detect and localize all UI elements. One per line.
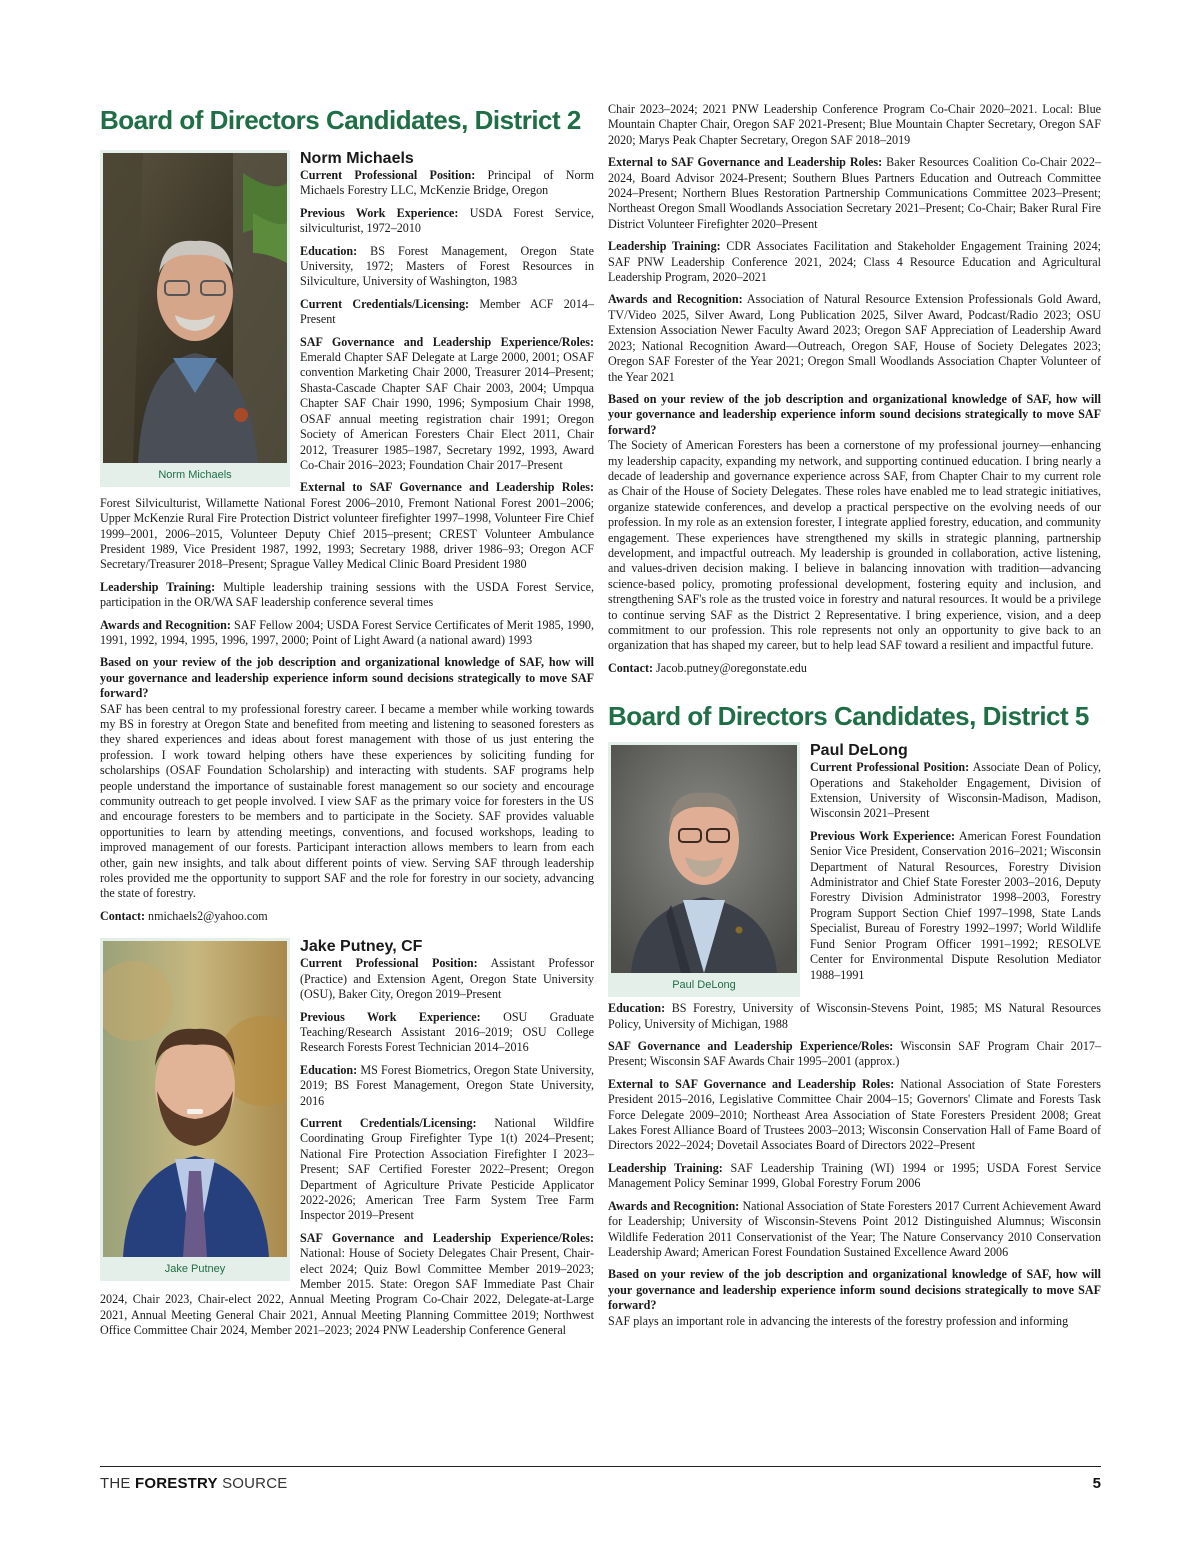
education: Education: BS Forest Management, Oregon State University, 1972; Masters of Forest Resources in Silviculture, University of Washington, 1983 bbox=[300, 243, 594, 289]
external-governance: External to SAF Governance and Leadership Roles: Baker Resources Coalition Co-Chair 2022–2024, Board Advisor 2024-Present; Southern Blues Partners Education and Outreach Committee 2024–Present; Northern Blues Restoration Partnership Communications Committee 2023–Present; Northeast Oregon Small Woodlands Association Secretary 2021–Present; Co-Chair; Baker Rural Fire District Volunteer Firefighter 2020–Present bbox=[608, 155, 1101, 231]
question: Based on your review of the job description and organizational knowledge of SAF, how will your governance and leadership experience inform sound decisions strategically to move SAF forward? bbox=[100, 655, 594, 701]
photo-caption: Jake Putney bbox=[164, 1263, 226, 1276]
credentials: Current Credentials/Licensing: National Wildfire Coordinating Group Firefighter Type 1(t) 2024–Present; National Fire Protection Association Firefighter I 2023–Present; SAF Certified Forester 2022–Present; Oregon Department of Agriculture Private Pesticide Applicator 2022-2026; American Tree Farm System Tree Farm Inspector 2019–Present bbox=[300, 1115, 594, 1223]
external-governance: External to SAF Governance and Leadership Roles: Forest Silviculturist, Willamette National Forest 2006–2010, Fremont National Forest 2001–2006; Upper McKenzie Rural Fire Protection District volunteer firefighter 1997–1998, Volunteer Fire Chief 1999–2001, 2006–2015, Volunteer Deputy Chief 2015–present; CREST Volunteer Ambulance President 1989, Vice President 1987, 1992, 1993; Secretary 1988, driver 1986–93; Oregon ACF Secretary/Treasurer 2018–Present; Sprague Valley Medical Clinic Board President 1980 bbox=[100, 480, 594, 572]
jake-putney-photo bbox=[103, 941, 287, 1257]
paul-delong-photo bbox=[611, 745, 797, 973]
saf-governance: SAF Governance and Leadership Experience/Roles: Emerald Chapter SAF Delegate at Large 2000, 2001; OSAF convention Marketing Chair 2000, Treasurer 2014–Present; Shasta-Cascade Chapter SAF Chair 2003, 2004; Umpqua Chapter SAF Chair 1990, 1996; Symposium Chair 1998, OSAF annual meeting registration chair 1991; Oregon Society of American Foresters Chair Elect 2011, Chair 2012, Treasurer 1985–1987, Secretary 1992, 1993, Award Co-Chair 2016–2023; Foundation Chair 2017–Present bbox=[300, 334, 594, 472]
candidate-name: Paul DeLong bbox=[810, 742, 908, 760]
answer: The Society of American Foresters has been a cornerstone of my professional journey—enhancing my leadership capacity, expanding my network, and supporting continued education. I bring nearly a decade of leadership and governance experience across SAF, from Chapter Chair to my current role as Chair of the House of Society Delegates. These roles have enabled me to lead strategic initiatives, organize statewide conferences, and develop a practical perspective on the evolving needs of our profession. In my role as an extension forester, I integrate applied forestry, education, and community engagement. These experiences have strengthened my skills in strategic planning, partnership development, and impactful outreach. My leadership is grounded in collaboration, active listening, and values-driven decision making. I believe in balancing innovation with tradition—advancing science-based policy, promoting professional development, fostering equity and inclusion, and strengthening SAF's role as the trusted voice in forestry and natural resources. It would be a privilege to continue serving SAF as the District 2 Representative. I bring experience, vision, and a deep commitment to our profession. This role represents not only an opportunity to give back to an organization that has shaped my career, but to help lead SAF toward a resilient and impactful future. bbox=[608, 438, 1101, 653]
candidate-norm-michaels bbox=[100, 150, 594, 924]
current-position: Current Professional Position: Associate Dean of Policy, Operations and Stakeholder Engagement, Division of Extension, University of Wisconsin-Madison, Madison, Wisconsin 2021–Present bbox=[810, 760, 1102, 821]
previous-work: Previous Work Experience: American Forest Foundation Senior Vice President, Conservation 2016–2021; Wisconsin Department of Natural Resources, Forestry Division Administrator and Chief State Forester 2003–2016, Deputy Forestry Division Administrator 1998–2003, Forestry Program Support Section Chief 1997–1998, State Lands Specialist, Bureau of Forestry 1992–1997; World Wildlife Fund Senior Program Officer 1991–1992; RESOLVE Center for Environmental Dispute Resolution Mediator 1988–1991 bbox=[810, 828, 1101, 982]
current-position: Current Professional Position: Principal of Norm Michaels Forestry LLC, McKenzie Bridge, Oregon bbox=[300, 168, 594, 198]
awards: Awards and Recognition: Association of Natural Resource Extension Professionals Gold Award, TV/Video 2025, Silver Award, Long Publication 2025, Silver Award, Podcast/Radio 2023; OSU Extension Association Newer Faculty Award 2023; Oregon SAF Appreciation of Leadership Award 2023; National Recognition Award—Outreach, Oregon SAF, House of Society Delegates 2023; Oregon SAF Forester of the Year 2021; Oregon Small Woodlands Association Chapter Volunteer of the Year 2021 bbox=[608, 292, 1101, 384]
leadership-training: Leadership Training: Multiple leadership training sessions with the USDA Forest Service, participation in the OR/WA SAF leadership conference several times bbox=[100, 579, 594, 610]
candidate-paul-delong bbox=[608, 742, 1101, 1329]
page-number: 5 bbox=[1092, 1475, 1101, 1492]
answer: SAF has been central to my professional forestry career. I became a member while working towards my BS in forestry at Oregon State and benefited from meeting and listening to seasoned foresters as they shared experiences and ideas about forest management with those of us just entering the profession. I work toward helping others have these experiences by soliciting funding for scholarships (OSAF Foundation Scholarship) and interacting with students. SAF programs help people understand the importance of sustainable forest management so our society and encourage community outreach to get people involved. I view SAF as the primary voice for foresters in the US and encourage foresters to be members and to participate in the Society. SAF provides valuable opportunities to learn by attending meetings, conventions, and focused workshops, leading to improved management of our forests. Participant interaction allows members to learn from each other, gain new insights, and talk about different points of view. Serving SAF through leadership roles provided me the opportunity to support SAF and the role for forestry in our society, advancing the state of forestry. bbox=[100, 701, 594, 901]
candidate-name: Norm Michaels bbox=[300, 150, 414, 167]
leadership-training: Leadership Training: SAF Leadership Training (WI) 1994 or 1995; USDA Forest Service Management Policy Seminar 1999, Global Forestry Forum 2006 bbox=[608, 1160, 1101, 1191]
contact: Contact: nmichaels2@yahoo.com bbox=[100, 908, 268, 923]
question: Based on your review of the job description and organizational knowledge of SAF, how will your governance and leadership experience inform sound decisions strategically to move SAF forward? bbox=[608, 1267, 1101, 1313]
previous-work: Previous Work Experience: OSU Graduate Teaching/Research Assistant 2016–2019; OSU College Research Forests Forest Technician 2014–2016 bbox=[300, 1009, 594, 1055]
right-column bbox=[608, 102, 1101, 1336]
candidate-jake-putney bbox=[100, 938, 594, 1338]
publication-name: THE FORESTRY SOURCE bbox=[100, 1475, 288, 1492]
page-footer bbox=[100, 1466, 1101, 1492]
contact-email[interactable]: nmichaels2@yahoo.com bbox=[148, 908, 268, 923]
external-governance: External to SAF Governance and Leadership Roles: National Association of State Foresters President 2015–2016, Legislative Committee Chair 2004–15; Governors' Climate and Forests Task Force Delegate 2009–2010; Northeast Area Association of State Foresters President 2008; Great Lakes Forest Alliance Board of Trustees 2003–2013; Wisconsin Conservation Hall of Fame Board of Directors 2022–2024; Dovetail Associates Board of Directors 2022–Present bbox=[608, 1076, 1101, 1153]
awards: Awards and Recognition: SAF Fellow 2004; USDA Forest Service Certificates of Merit 1985, 1990, 1991, 1992, 1994, 1995, 1996, 1997, 2000; Point of Light Award (a national award) 1993 bbox=[100, 617, 594, 647]
section-title-district-5: Board of Directors Candidates, District 5 bbox=[608, 701, 1089, 732]
photo-frame bbox=[100, 150, 290, 487]
education: Education: BS Forestry, University of Wisconsin-Stevens Point, 1985; MS Natural Resources Policy, University of Michigan, 1988 bbox=[608, 1001, 1101, 1031]
norm-michaels-photo bbox=[103, 153, 287, 463]
saf-governance-part-1: SAF Governance and Leadership Experience/Roles: National: House of Society Delegates Chair Present, Chair-elect 2024; Quiz Bowl Committee Member 2019–2023; Member 2015. State: Oregon SAF Immediate Past Chair 2024, Chair 2023, Chair-elect 2022, Annual Meeting Program Co-Chair 2022, Delegate-at-Large 2021, Annual Meeting General Chair 2021, Annual Meeting Planning Committee 2019; Northwest Office Committee Chair 2024, Member 2021–2023; 2024 PNW Leadership Conference General bbox=[100, 1230, 594, 1338]
left-column bbox=[100, 102, 594, 1339]
current-position: Current Professional Position: Assistant Professor (Practice) and Extension Agent, Oregon State University (OSU), Baker City, Oregon 2019–Present bbox=[300, 956, 594, 1002]
contact: Contact: Jacob.putney@oregonstate.edu bbox=[608, 660, 807, 675]
leadership-training: Leadership Training: CDR Associates Facilitation and Stakeholder Engagement Training 2024; SAF PNW Leadership Conference 2021, 2024; Class 4 Resource Education and Agricultural Leadership Program, 2020–2021 bbox=[608, 239, 1101, 285]
candidate-name: Jake Putney, CF bbox=[300, 938, 423, 956]
credentials: Current Credentials/Licensing: Member ACF 2014–Present bbox=[300, 296, 594, 327]
photo-frame bbox=[100, 938, 290, 1281]
section-title-district-2: Board of Directors Candidates, District 2 bbox=[100, 105, 581, 135]
contact-email[interactable]: Jacob.putney@oregonstate.edu bbox=[656, 660, 807, 675]
saf-governance: SAF Governance and Leadership Experience/Roles: Wisconsin SAF Program Chair 2017–Present; Wisconsin SAF Awards Chair 1995–2001 (approx.) bbox=[608, 1039, 1101, 1069]
awards: Awards and Recognition: National Association of State Foresters 2017 Current Achievement Award for Leadership; University of Wisconsin-Stevens Point 2012 Distinguished Alumnus; Wisconsin Wildlife Federation 2011 Conservationist of the Year; The Nature Conservancy 2010 Conservation Leadership Award; American Forest Foundation Sustained Excellence Award 2006 bbox=[608, 1198, 1101, 1259]
previous-work: Previous Work Experience: USDA Forest Service, silviculturist, 1972–2010 bbox=[300, 205, 595, 236]
answer: SAF plays an important role in advancing the interests of the forestry profession and informing bbox=[608, 1313, 1069, 1328]
photo-caption: Paul DeLong bbox=[672, 979, 736, 992]
saf-governance-part-2: Chair 2023–2024; 2021 PNW Leadership Conference Program Co-Chair 2020–2021. Local: Blue Mountain Chapter Chair, Oregon SAF 2021-Present; Blue Mountain Chapter Secretary, Oregon SAF 2020; Marys Peak Chapter Secretary, Oregon SAF 2018–2019 bbox=[608, 102, 1101, 147]
question: Based on your review of the job description and organizational knowledge of SAF, how will your governance and leadership experience inform sound decisions strategically to move SAF forward? bbox=[608, 391, 1101, 437]
education: Education: MS Forest Biometrics, Oregon State University, 2019; BS Forest Management, Oregon State University, 2016 bbox=[300, 1062, 594, 1108]
photo-frame bbox=[608, 742, 800, 997]
photo-caption: Norm Michaels bbox=[158, 469, 232, 481]
